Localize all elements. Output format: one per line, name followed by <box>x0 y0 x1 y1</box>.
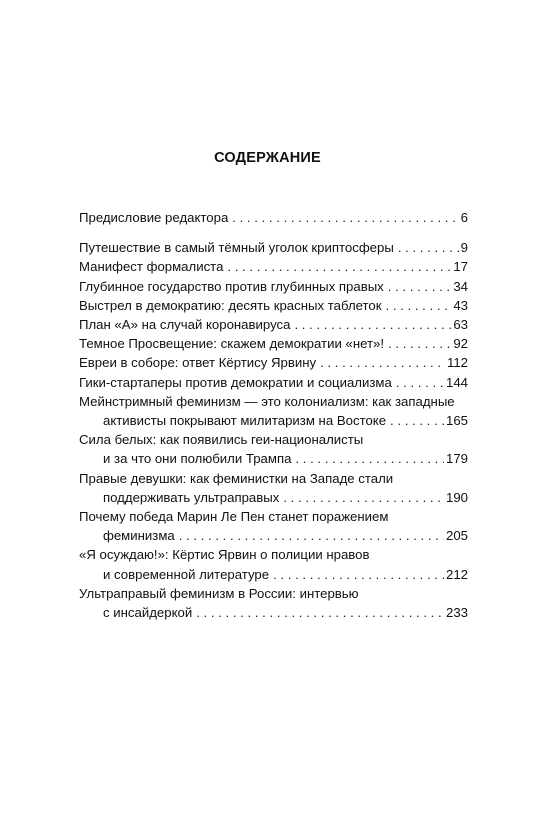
toc-entry-title: Темное Просвещение: скажем демократии «нет»! <box>79 336 385 352</box>
dot-leader <box>394 238 459 257</box>
dot-leader <box>382 296 452 315</box>
toc-page-number: 6 <box>460 210 468 225</box>
toc-entry-title: Глубинное государство против глубинных правых <box>79 278 384 294</box>
toc-entry[interactable] <box>79 469 468 507</box>
toc-page-number: 233 <box>445 605 468 621</box>
toc-page-number: 179 <box>445 451 468 467</box>
toc-entry-title: Путешествие в самый тёмный уголок криптосферы <box>79 240 394 256</box>
toc-entry-title-continued: активисты покрывают милитаризм на Востоке <box>103 413 387 429</box>
toc-entry-title: Сила белых: как появились геи-националисты <box>79 432 364 448</box>
toc-entry[interactable] <box>79 353 468 372</box>
toc-entry[interactable] <box>79 507 468 545</box>
toc-entry-title: Правые девушки: как феминистки на Западе стали <box>79 470 394 486</box>
toc-page-number: 9 <box>460 240 468 256</box>
toc-entry-title: Мейнстримный феминизм — это колониализм: как западные <box>79 393 455 409</box>
toc-page-number: 92 <box>453 336 468 352</box>
dot-leader <box>192 603 444 622</box>
dot-leader <box>290 315 451 334</box>
dot-leader <box>392 373 444 392</box>
toc-entry-title-continued: и современной литературе <box>103 566 270 582</box>
dot-leader <box>384 334 451 353</box>
dot-leader <box>291 449 444 468</box>
toc-entry[interactable] <box>79 584 468 622</box>
dot-leader <box>223 257 451 276</box>
toc-entry[interactable] <box>79 296 468 315</box>
toc-entry[interactable] <box>79 334 468 353</box>
toc-entry-title: Ультраправый феминизм в России: интервью <box>79 585 359 601</box>
toc-entry[interactable] <box>79 545 468 583</box>
dot-leader <box>228 208 458 227</box>
table-of-contents <box>79 208 468 622</box>
toc-page-number: 190 <box>445 489 468 505</box>
toc-entry[interactable] <box>79 277 468 296</box>
toc-page-number: 205 <box>445 528 468 544</box>
toc-entry-title: План «А» на случай коронавируса <box>79 317 291 333</box>
toc-page-number: 165 <box>445 413 468 429</box>
toc-entry-title-continued: с инсайдеркой <box>103 605 193 621</box>
toc-entry-title: Почему победа Марин Ле Пен станет поражением <box>79 509 389 525</box>
toc-entry-title: Гики-стартаперы против демократии и социализма <box>79 374 392 390</box>
toc-entry[interactable] <box>79 238 468 257</box>
dot-leader <box>384 277 452 296</box>
toc-entry[interactable] <box>79 208 468 227</box>
toc-entry-title-continued: феминизма <box>103 528 175 544</box>
toc-entry-title: Евреи в соборе: ответ Кёртису Ярвину <box>79 355 317 371</box>
toc-entry[interactable] <box>79 373 468 392</box>
toc-entry[interactable] <box>79 430 468 468</box>
page-title: СОДЕРЖАНИЕ <box>214 150 321 166</box>
toc-entry-title: Предисловие редактора <box>79 210 229 225</box>
toc-entry[interactable] <box>79 315 468 334</box>
toc-page-number: 43 <box>453 297 468 313</box>
toc-page-number: 212 <box>445 566 468 582</box>
toc-page-number: 112 <box>446 355 468 371</box>
toc-entry-title-continued: и за что они полюбили Трампа <box>103 451 292 467</box>
toc-entry-title: Манифест формалиста <box>79 259 224 275</box>
toc-entry-title-continued: поддерживать ультраправых <box>103 489 280 505</box>
dot-leader <box>386 411 444 430</box>
toc-page-number: 144 <box>445 374 468 390</box>
toc-entry[interactable] <box>79 257 468 276</box>
dot-leader <box>175 526 444 545</box>
toc-entry[interactable] <box>79 392 468 430</box>
toc-page-number: 63 <box>453 317 468 333</box>
toc-entry-title: Выстрел в демократию: десять красных таблеток <box>79 297 382 313</box>
toc-entry-title: «Я осуждаю!»: Кёртис Ярвин о полиции нравов <box>79 547 370 563</box>
dot-leader <box>279 488 444 507</box>
toc-page-number: 34 <box>453 278 468 294</box>
dot-leader <box>316 353 445 372</box>
dot-leader <box>269 565 444 584</box>
toc-page-number: 17 <box>453 259 468 275</box>
